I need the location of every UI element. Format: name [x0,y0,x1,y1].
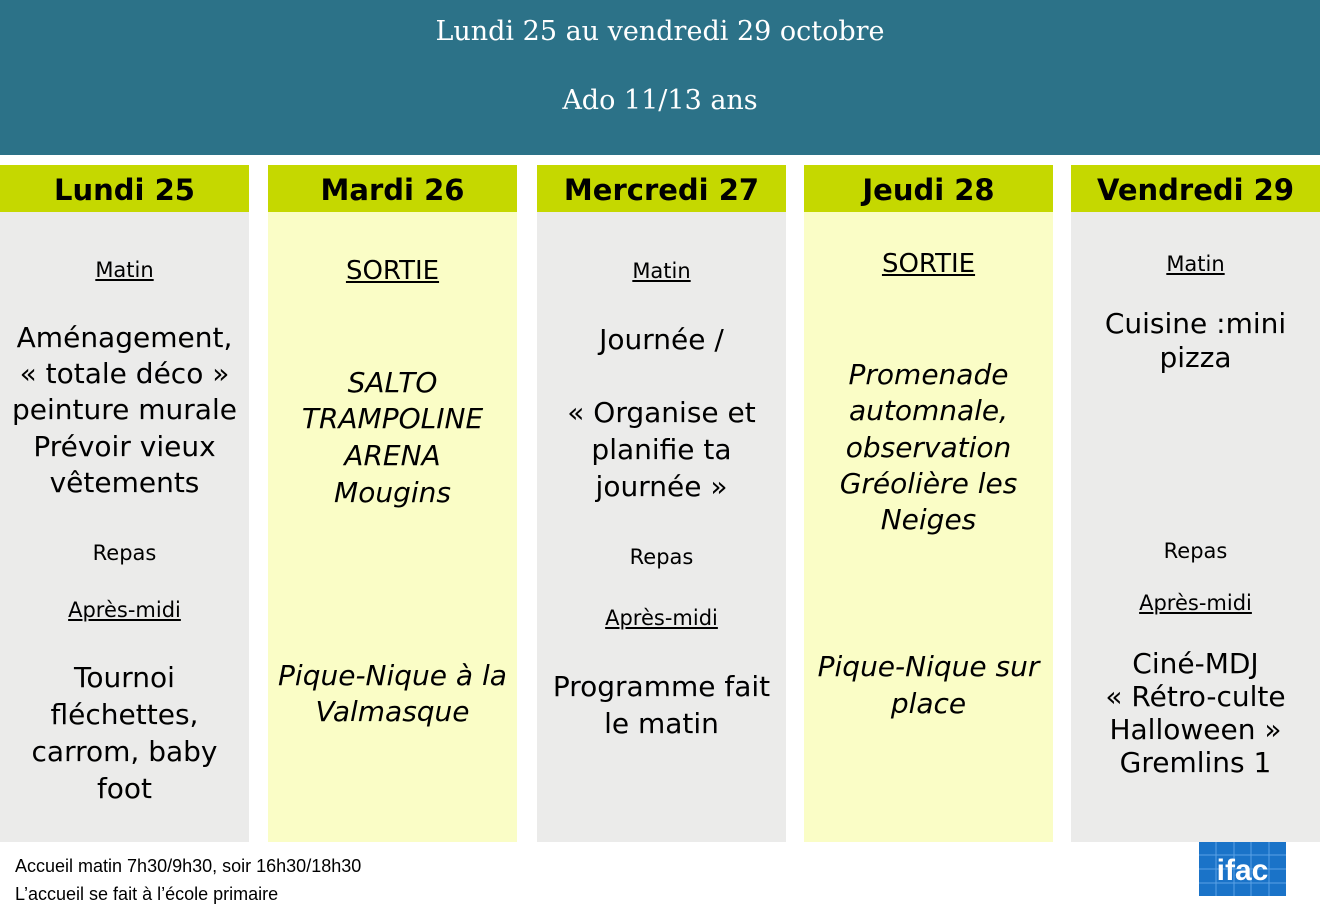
repas-label: Repas [629,545,694,569]
activity-line: Tournoi [74,661,175,694]
activity-line: ARENA [344,439,441,472]
activity-line: automnale, [848,394,1009,427]
day-body-mardi [268,212,517,842]
activity-line: SALTO [347,366,438,399]
activity-line: Halloween » [1109,713,1282,746]
activity-line: Promenade [848,358,1009,391]
repas-label: Repas [92,541,157,565]
footer-hours: Accueil matin 7h30/9h30, soir 16h30/18h30 [15,856,362,876]
activity-line: « Rétro-culte [1105,680,1286,713]
pique-nique-line: Pique-Nique à la [278,659,507,692]
day-body-mercredi [537,212,786,842]
pique-nique-line: Valmasque [315,695,470,728]
activity-line: Prévoir vieux [33,430,216,463]
activity-line: Aménagement, [16,321,233,354]
sortie-label: SORTIE [345,256,440,286]
page-title: Lundi 25 au vendredi 29 octobre [435,16,885,47]
footer-location: L’accueil se fait à l’école primaire [15,884,279,904]
pique-nique-line: place [890,687,967,720]
activity-line: Gremlins 1 [1119,746,1272,779]
day-header-vendredi: Vendredi 29 [1071,165,1320,212]
activity-line: carrom, baby [31,735,218,768]
sortie-label: SORTIE [881,249,976,279]
activity-line: Mougins [334,476,451,509]
apres-midi-label: Après-midi [1139,591,1252,615]
logo-text: ifac [1216,854,1269,887]
activity-line: pizza [1159,341,1232,374]
activity-line: vêtements [49,466,200,499]
ifac-logo [1199,842,1286,896]
day-body-vendredi [1071,212,1320,842]
day-column-vendredi [1071,165,1320,842]
apres-midi-label: Après-midi [68,598,181,622]
day-header-mercredi: Mercredi 27 [537,165,786,212]
activity-line: « totale déco » [19,357,230,390]
matin-label: Matin [95,258,154,282]
matin-label: Matin [1166,252,1225,276]
title-banner [0,0,1320,155]
day-column-lundi [0,165,249,842]
apres-midi-label: Après-midi [605,606,718,630]
day-column-mercredi [537,165,786,842]
day-header-mardi: Mardi 26 [268,165,517,212]
activity-line: observation [845,431,1012,464]
activity-line: fléchettes, [50,698,199,731]
activity-line: peinture murale [12,393,237,426]
activity-line: le matin [604,707,719,740]
activity-line: journée » [595,470,728,503]
activity-line: Programme fait [552,670,771,703]
day-body-lundi [0,212,249,842]
day-body-jeudi [804,212,1053,842]
matin-label: Matin [632,259,691,283]
activity-line: Cuisine :mini [1104,307,1287,340]
day-header-jeudi: Jeudi 28 [804,165,1053,212]
activity-line: foot [96,772,153,805]
activity-line: Ciné-MDJ [1132,647,1259,680]
activity-line: Journée / [599,323,724,356]
page-subtitle: Ado 11/13 ans [562,85,758,116]
activity-line: TRAMPOLINE [301,402,484,435]
day-header-lundi: Lundi 25 [0,165,249,212]
day-column-jeudi [804,165,1053,842]
activity-line: Gréolière les [839,467,1018,500]
activity-line: planifie ta [591,433,732,466]
day-column-mardi [268,165,517,842]
repas-label: Repas [1163,539,1228,563]
activity-line: « Organise et [567,396,756,429]
activity-line: Neiges [880,503,977,536]
pique-nique-line: Pique-Nique sur [817,650,1040,683]
